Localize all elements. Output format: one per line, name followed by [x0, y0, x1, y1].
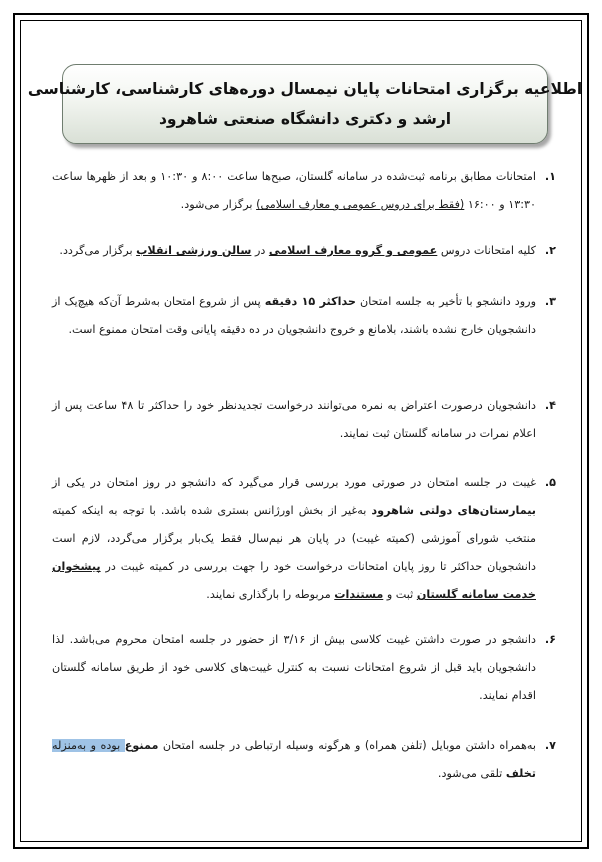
item-text: دانشجو در صورت داشتن غیبت کلاسی بیش از ۳/۱۶ از حضور در جلسه امتحان محروم می‌باشد. لذا دانشجویان باید قبل از شروع امتحانات نسبت به کنترل غیبت‌های کلاسی خود از طریق سامانه گلستان اقدام نمایند.: [52, 633, 536, 702]
item-bold-underlined-text: سالن ورزشی انقلاب: [136, 244, 252, 257]
rule-item-5: [52, 469, 556, 609]
selected-text-highlight[interactable]: بوده و به‌منزله: [52, 739, 125, 752]
item-text: به‌همراه داشتن موبایل (تلفن همراه) و هرگونه وسیله ارتباطی در جلسه امتحان: [158, 739, 536, 752]
item-bold-text: تخلف: [505, 767, 536, 780]
item-text: دانشجویان درصورت اعتراض به نمره می‌توانند درخواست تجدیدنظر خود را حداکثر تا ۴۸ ساعت پس از اعلام نمرات در سامانه گلستان ثبت نمایند.: [52, 399, 536, 440]
rule-item-1: [52, 163, 556, 219]
item-text: ورود دانشجو با تأخیر به جلسه امتحان: [355, 295, 536, 308]
item-bold-text: ممنوع: [124, 739, 159, 752]
title-line-2: ارشد و دکتری دانشگاه صنعتی شاهرود: [158, 110, 452, 128]
item-text: به‌غیر از بخش اورژانس بستری شده باشد. با توجه به اینکه کمیته منتخب شورای آموزشی (کمیته غیبت) در پایان هر نیم‌سال فقط یک‌بار برگزار می‌گردد، لازم است دانشجویان حداکثر تا روز پایان امتحانات درخواست خود را جهت بررسی در کمیته غیبت در: [52, 504, 536, 573]
item-number: ۷.: [544, 739, 556, 752]
item-text: برگزار می‌گردد.: [59, 244, 137, 257]
item-text: کلیه امتحانات دروس: [437, 244, 536, 257]
title-line-1: اطلاعیه برگزاری امتحانات پایان نیمسال دوره‌های کارشناسی، کارشناسی: [27, 80, 583, 98]
item-text: تلقی می‌شود.: [437, 767, 506, 780]
item-number: ۵.: [544, 476, 556, 489]
item-bold-text: حداکثر ۱۵ دقیقه: [264, 295, 356, 308]
item-text: امتحانات مطابق برنامه ثبت‌شده در سامانه گلستان، صبح‌ها ساعت ۸:۰۰ و ۱۰:۳۰ و بعد از ظهرها ساعت ۱۳:۳۰ و ۱۶:۰۰: [52, 170, 536, 211]
item-underlined-text: (فقط برای دروس عمومی و معارف اسلامی): [256, 198, 465, 211]
rule-item-7: [52, 732, 556, 788]
item-text: ثبت و: [383, 588, 417, 601]
item-number: ۱.: [544, 170, 556, 183]
item-number: ۲.: [544, 244, 556, 257]
item-text: در: [251, 244, 269, 257]
item-bold-underlined-text: مستندات: [334, 588, 384, 601]
item-number: ۳.: [544, 295, 556, 308]
item-text: غیبت در جلسه امتحان در صورتی مورد بررسی قرار می‌گیرد که دانشجو در روز امتحان در یکی از: [52, 476, 536, 489]
item-text: برگزار می‌شود.: [180, 198, 257, 211]
item-text: مربوطه را بارگذاری نمایند.: [206, 588, 335, 601]
rule-item-3: [52, 288, 556, 344]
item-bold-text: بیمارستان‌های دولتی شاهرود: [371, 504, 537, 517]
rule-item-4: [52, 392, 556, 448]
item-number: ۴.: [544, 399, 556, 412]
rule-item-6: [52, 626, 556, 710]
item-bold-underlined-text: پیشخوان خدمت سامانه گلستان: [52, 560, 536, 601]
announcement-title-box: [27, 64, 583, 144]
rule-item-2: [52, 237, 556, 265]
item-text: پس از شروع امتحان به‌شرط آن‌که هیچ‌یک از دانشجویان خارج نشده باشند، بلامانع و خروج دانشجویان در ده دقیقه پایانی وقت امتحان ممنوع است.: [52, 295, 536, 336]
item-bold-underlined-text: عمومی و گروه معارف اسلامی: [268, 244, 438, 257]
item-number: ۶.: [544, 633, 556, 646]
